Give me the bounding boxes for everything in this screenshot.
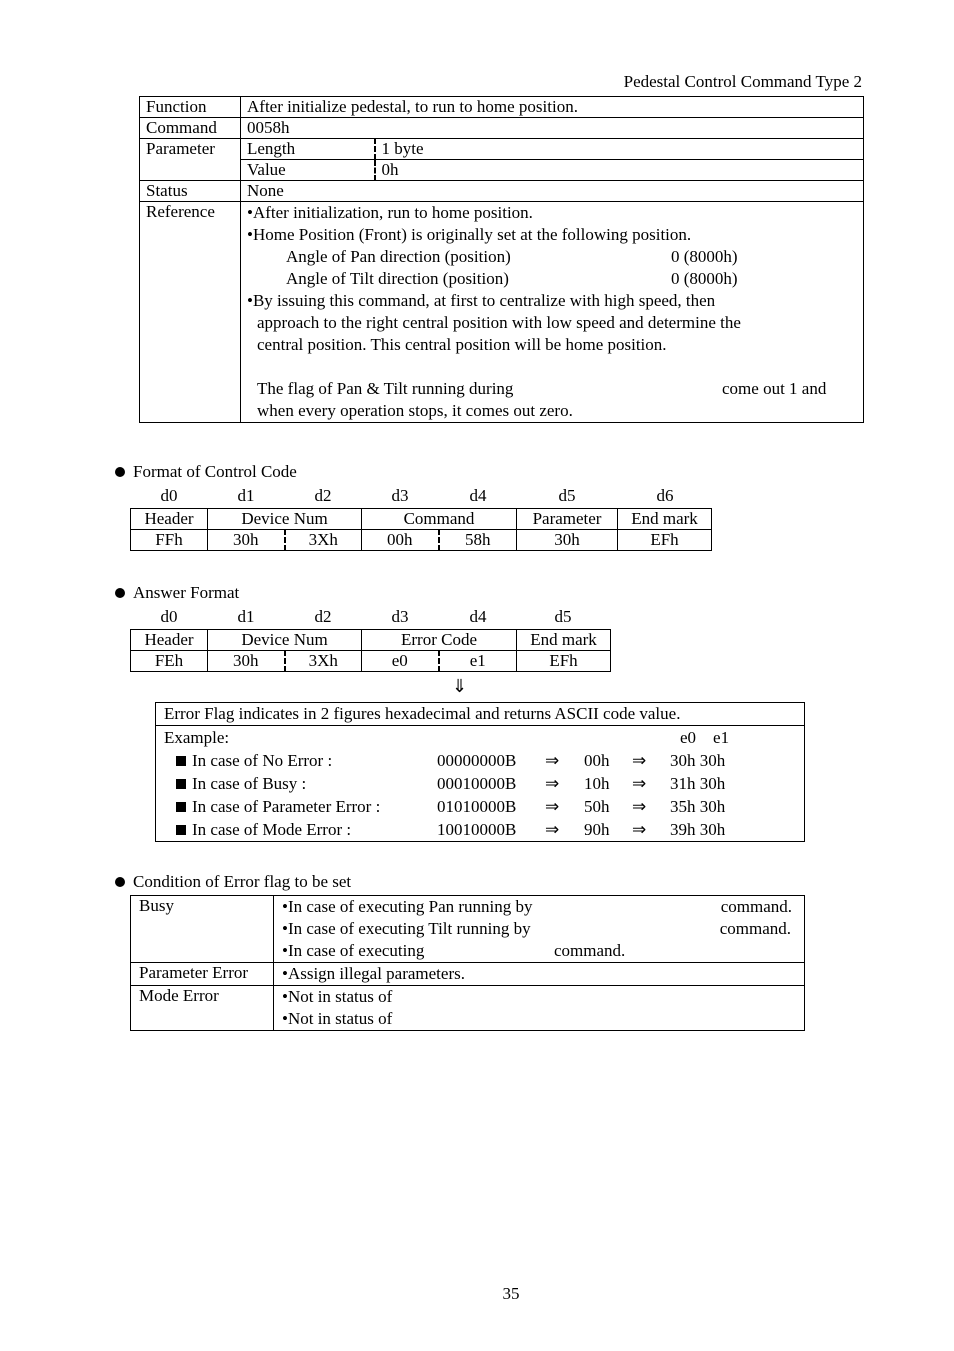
ref-line-8b: come out 1 and bbox=[722, 379, 827, 398]
mode-error-label: Mode Error bbox=[131, 986, 274, 1031]
busy-label: Busy bbox=[131, 896, 274, 963]
busy-conditions bbox=[274, 896, 805, 963]
reference-label: Reference bbox=[140, 202, 241, 423]
cc-header-command: Command bbox=[362, 509, 517, 530]
af-value-d5: EFh bbox=[517, 651, 611, 672]
error-row-ascii: 35h 30h bbox=[670, 797, 726, 816]
busy-line-2a: •In case of executing Tilt running by bbox=[282, 919, 531, 938]
af-header-header: Header bbox=[131, 630, 208, 651]
param-error-label: Parameter Error bbox=[131, 963, 274, 986]
cc-pos-d3: d3 bbox=[391, 486, 409, 505]
ref-line-8a: The flag of Pan & Tilt running during bbox=[257, 379, 514, 398]
condition-heading bbox=[115, 872, 351, 892]
ref-pan-value: 0 (8000h) bbox=[671, 247, 738, 266]
af-pos-d4: d4 bbox=[469, 607, 487, 626]
ref-line-6: approach to the right central position with low speed and determine the bbox=[257, 313, 741, 332]
control-code-title: Format of Control Code bbox=[133, 462, 297, 481]
command-label: Command bbox=[140, 118, 241, 139]
bullet-icon bbox=[115, 588, 125, 598]
right-arrow-icon: ⇒ bbox=[545, 797, 560, 816]
cc-header-end-mark: End mark bbox=[618, 509, 712, 530]
af-header-end-mark: End mark bbox=[517, 630, 611, 651]
error-flag-box bbox=[155, 702, 805, 842]
af-pos-d3: d3 bbox=[391, 607, 409, 626]
error-row-ascii: 39h 30h bbox=[670, 820, 726, 839]
error-row-hex: 50h bbox=[584, 797, 610, 816]
reference-value bbox=[241, 202, 864, 423]
bullet-icon bbox=[115, 467, 125, 477]
cc-pos-d6: d6 bbox=[656, 486, 674, 505]
error-row-binary: 00010000B bbox=[437, 774, 517, 793]
square-bullet-icon bbox=[176, 756, 186, 766]
af-value-d2: 3Xh bbox=[285, 651, 362, 672]
cc-value-d1: 30h bbox=[208, 530, 285, 551]
command-table bbox=[139, 96, 864, 423]
right-arrow-icon: ⇒ bbox=[545, 774, 560, 793]
right-arrow-icon: ⇒ bbox=[545, 751, 560, 770]
value-label: Value bbox=[241, 160, 375, 181]
answer-format-table bbox=[130, 629, 611, 672]
example-label: Example: bbox=[164, 728, 230, 747]
function-label: Function bbox=[140, 97, 241, 118]
e-labels: e0 e1 bbox=[680, 728, 730, 747]
parameter-label: Parameter bbox=[140, 139, 241, 181]
cc-pos-d2: d2 bbox=[314, 486, 332, 505]
ref-line-7: central position. This central position will be home position. bbox=[257, 335, 667, 354]
cc-pos-d5: d5 bbox=[558, 486, 576, 505]
error-row-label: In case of Busy : bbox=[192, 774, 307, 793]
square-bullet-icon bbox=[176, 802, 186, 812]
cc-value-d6: EFh bbox=[618, 530, 712, 551]
cc-pos-d4: d4 bbox=[469, 486, 487, 505]
down-arrow-icon: ⇓ bbox=[452, 676, 468, 696]
error-row-label: In case of Mode Error : bbox=[192, 820, 352, 839]
ref-pan-label: Angle of Pan direction (position) bbox=[286, 247, 511, 266]
condition-table bbox=[130, 895, 805, 1031]
error-flag-row bbox=[156, 795, 804, 818]
cc-header-device-num: Device Num bbox=[208, 509, 362, 530]
error-row-binary: 10010000B bbox=[437, 820, 517, 839]
error-flag-row bbox=[156, 772, 804, 795]
af-pos-d5: d5 bbox=[554, 607, 572, 626]
answer-format-heading bbox=[115, 583, 239, 603]
busy-line-1b: command. bbox=[720, 897, 792, 916]
busy-line-2b: command. bbox=[719, 919, 791, 938]
error-flag-row bbox=[156, 818, 804, 841]
af-header-device-num: Device Num bbox=[208, 630, 362, 651]
length-label: Length bbox=[241, 139, 375, 160]
error-row-hex: 00h bbox=[584, 751, 610, 770]
mode-line-2: •Not in status of bbox=[282, 1009, 393, 1028]
cc-pos-d1: d1 bbox=[237, 486, 255, 505]
cc-header-header: Header bbox=[131, 509, 208, 530]
condition-title: Condition of Error flag to be set bbox=[133, 872, 352, 891]
param-error-value: •Assign illegal parameters. bbox=[274, 963, 805, 986]
control-code-heading bbox=[115, 462, 297, 482]
error-row-label: In case of Parameter Error : bbox=[192, 797, 381, 816]
ref-tilt-label: Angle of Tilt direction (position) bbox=[286, 269, 509, 288]
cc-pos-d0: d0 bbox=[160, 486, 178, 505]
af-pos-d0: d0 bbox=[160, 607, 178, 626]
right-arrow-icon: ⇒ bbox=[632, 820, 647, 839]
cc-value-d3: 00h bbox=[362, 530, 439, 551]
square-bullet-icon bbox=[176, 825, 186, 835]
function-value: After initialize pedestal, to run to home position. bbox=[241, 97, 864, 118]
af-value-d4: e1 bbox=[439, 651, 517, 672]
ref-tilt-value: 0 (8000h) bbox=[671, 269, 738, 288]
length-value: 1 byte bbox=[375, 139, 864, 160]
mode-error-conditions bbox=[274, 986, 805, 1031]
right-arrow-icon: ⇒ bbox=[632, 751, 647, 770]
af-pos-d2: d2 bbox=[314, 607, 332, 626]
cc-value-d5: 30h bbox=[517, 530, 618, 551]
error-flag-row bbox=[156, 749, 804, 772]
page-number: 35 bbox=[502, 1284, 520, 1303]
error-row-binary: 00000000B bbox=[437, 751, 517, 770]
cc-value-d4: 58h bbox=[439, 530, 517, 551]
af-pos-d1: d1 bbox=[237, 607, 255, 626]
answer-format-title: Answer Format bbox=[133, 583, 240, 602]
af-value-d1: 30h bbox=[208, 651, 285, 672]
right-arrow-icon: ⇒ bbox=[632, 774, 647, 793]
cc-value-d2: 3Xh bbox=[285, 530, 362, 551]
error-flag-title: Error Flag indicates in 2 figures hexadecimal and returns ASCII code value. bbox=[156, 703, 804, 726]
status-label: Status bbox=[140, 181, 241, 202]
ref-line-1: •After initialization, run to home position. bbox=[247, 203, 533, 222]
command-value: 0058h bbox=[241, 118, 864, 139]
control-code-table bbox=[130, 508, 712, 551]
af-value-d0: FEh bbox=[131, 651, 208, 672]
cc-header-parameter: Parameter bbox=[517, 509, 618, 530]
error-row-ascii: 30h 30h bbox=[670, 751, 726, 770]
error-row-label: In case of No Error : bbox=[192, 751, 333, 770]
right-arrow-icon: ⇒ bbox=[632, 797, 647, 816]
ref-line-9: when every operation stops, it comes out zero. bbox=[257, 401, 573, 420]
value-value: 0h bbox=[375, 160, 864, 181]
error-row-binary: 01010000B bbox=[437, 797, 517, 816]
right-arrow-icon: ⇒ bbox=[545, 820, 560, 839]
page-header: Pedestal Control Command Type 2 bbox=[623, 72, 862, 91]
ref-line-2: •Home Position (Front) is originally set at the following position. bbox=[247, 225, 692, 244]
af-header-error-code: Error Code bbox=[362, 630, 517, 651]
busy-line-1a: •In case of executing Pan running by bbox=[282, 897, 533, 916]
ref-line-5: •By issuing this command, at first to centralize with high speed, then bbox=[247, 291, 716, 310]
error-row-ascii: 31h 30h bbox=[670, 774, 726, 793]
cc-value-d0: FFh bbox=[131, 530, 208, 551]
mode-line-1: •Not in status of bbox=[282, 987, 393, 1006]
bullet-icon bbox=[115, 877, 125, 887]
square-bullet-icon bbox=[176, 779, 186, 789]
status-value: None bbox=[241, 181, 864, 202]
error-row-hex: 10h bbox=[584, 774, 610, 793]
af-value-d3: e0 bbox=[362, 651, 439, 672]
busy-line-3a: •In case of executing bbox=[282, 941, 425, 960]
error-row-hex: 90h bbox=[584, 820, 610, 839]
busy-line-3b: command. bbox=[554, 941, 626, 960]
